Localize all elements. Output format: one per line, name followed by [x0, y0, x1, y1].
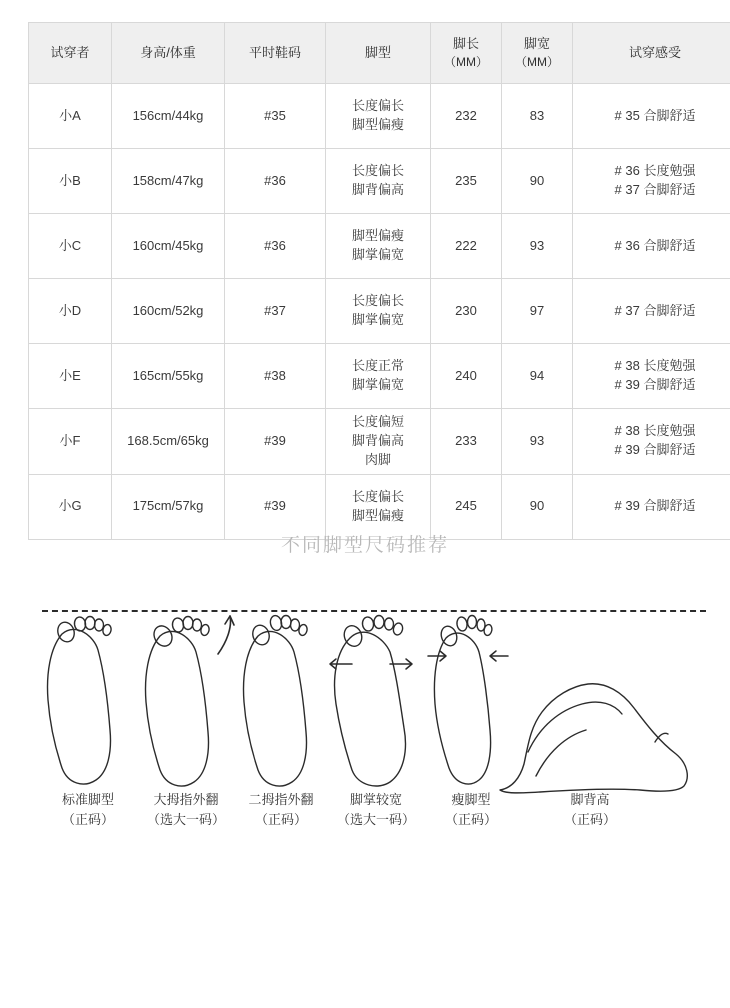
foot-type-line: 脚型偏瘦	[351, 228, 404, 244]
cell-body: 160cm/45kg	[112, 214, 225, 279]
caption-standard-name: 标准脚型	[61, 792, 114, 807]
column-header-foot-width	[502, 23, 573, 84]
column-header-body-label: 身高/体重	[140, 44, 196, 60]
column-header-foot-length-label: 脚长	[452, 35, 479, 51]
table-row	[29, 409, 730, 475]
cell-foot-width: 94	[502, 344, 573, 409]
caption-narrow-advice: （正码）	[444, 812, 497, 828]
column-header-usual-size	[225, 23, 326, 84]
foot-type-line: 长度偏长	[351, 98, 404, 114]
cell-usual-size: #36	[225, 214, 326, 279]
table-row	[29, 149, 730, 214]
fit-table	[28, 22, 730, 540]
feedback-line: # 39 合脚舒适	[614, 498, 696, 514]
column-header-body	[112, 23, 225, 84]
section-title: 不同脚型尺码推荐	[280, 535, 449, 556]
table-row	[29, 214, 730, 279]
cell-usual-size: #37	[225, 279, 326, 344]
column-header-foot-length-unit: （MM）	[444, 54, 488, 69]
column-header-tester-label: 试穿者	[50, 44, 90, 60]
feedback-line: # 38 长度勉强	[614, 423, 696, 439]
foot-second-toe-icon	[244, 615, 309, 786]
caption-second-toe-advice: （正码）	[254, 812, 307, 828]
cell-tester: 小G	[29, 474, 112, 539]
column-header-foot-width-unit: （MM）	[515, 54, 559, 69]
caption-high-instep-advice: （正码）	[563, 812, 616, 828]
feedback-line: # 36 合脚舒适	[614, 237, 696, 253]
cell-foot-width: 93	[502, 214, 573, 279]
table-row	[29, 84, 730, 149]
table-row	[29, 279, 730, 344]
cell-tester: 小C	[29, 214, 112, 279]
feedback-line: # 39 合脚舒适	[614, 377, 696, 392]
cell-feedback	[573, 149, 730, 214]
foot-type-line: 长度偏长	[351, 293, 404, 309]
caption-bunion-name: 大拇指外翻	[153, 792, 219, 807]
foot-bunion-icon	[146, 616, 234, 786]
foot-type-line: 脚背偏高	[351, 432, 404, 448]
foot-type-line: 长度偏长	[351, 488, 404, 504]
feedback-line: # 39 合脚舒适	[614, 442, 696, 458]
foot-type-line: 脚型偏瘦	[351, 117, 404, 132]
cell-foot-type	[326, 279, 431, 344]
cell-foot-length: 245	[431, 474, 502, 539]
foot-shape-captions	[0, 790, 730, 850]
cell-body: 156cm/44kg	[112, 84, 225, 149]
foot-high-instep-icon	[500, 684, 687, 793]
fit-table-head	[29, 23, 730, 84]
foot-wide-icon	[330, 616, 412, 787]
foot-type-line: 长度偏长	[351, 163, 404, 179]
cell-body: 165cm/55kg	[112, 344, 225, 409]
foot-type-line: 长度偏短	[351, 414, 404, 429]
foot-type-line: 脚背偏高	[351, 182, 404, 197]
cell-body: 168.5cm/65kg	[112, 409, 225, 475]
cell-foot-width: 90	[502, 149, 573, 214]
cell-usual-size: #38	[225, 344, 326, 409]
cell-foot-width: 93	[502, 409, 573, 475]
foot-type-line: 脚型偏瘦	[351, 507, 404, 523]
foot-type-line: 脚掌偏宽	[351, 312, 404, 327]
caption-second-toe-name: 二拇指外翻	[248, 792, 314, 807]
cell-usual-size: #39	[225, 474, 326, 539]
cell-feedback	[573, 84, 730, 149]
caption-bunion-advice: （选大一码）	[146, 812, 225, 828]
cell-usual-size: #36	[225, 149, 326, 214]
feedback-line: # 37 合脚舒适	[614, 302, 696, 318]
cell-foot-length: 240	[431, 344, 502, 409]
caption-wide-advice: （选大一码）	[336, 812, 415, 828]
table-row	[29, 344, 730, 409]
cell-tester: 小F	[29, 409, 112, 475]
cell-usual-size: #35	[225, 84, 326, 149]
table-header-row	[29, 23, 730, 84]
cell-foot-length: 222	[431, 214, 502, 279]
cell-foot-width: 97	[502, 279, 573, 344]
cell-feedback	[573, 279, 730, 344]
feedback-line: # 37 合脚舒适	[614, 182, 696, 197]
column-header-foot-length	[431, 23, 502, 84]
cell-body: 158cm/47kg	[112, 149, 225, 214]
feedback-line: # 35 合脚舒适	[614, 107, 696, 123]
fit-table-container	[28, 22, 702, 540]
cell-foot-length: 235	[431, 149, 502, 214]
foot-type-line: 长度正常	[351, 358, 404, 374]
foot-type-line: 脚掌偏宽	[351, 247, 404, 262]
column-header-tester	[29, 23, 112, 84]
column-header-foot-type	[326, 23, 431, 84]
cell-feedback	[573, 214, 730, 279]
column-header-usual-size-label: 平时鞋码	[248, 44, 301, 60]
feedback-line: # 38 长度勉强	[614, 358, 696, 374]
foot-type-line: 脚掌偏宽	[351, 377, 404, 392]
cell-body: 175cm/57kg	[112, 474, 225, 539]
column-header-feedback-label: 试穿感受	[628, 44, 681, 60]
foot-narrow-icon	[428, 616, 508, 785]
column-header-foot-width-label: 脚宽	[523, 35, 550, 51]
caption-high-instep-name: 脚背高	[570, 792, 610, 807]
cell-foot-width: 83	[502, 84, 573, 149]
cell-tester: 小E	[29, 344, 112, 409]
cell-foot-type	[326, 149, 431, 214]
cell-feedback	[573, 344, 730, 409]
cell-foot-type	[326, 84, 431, 149]
caption-narrow-name: 瘦脚型	[451, 792, 491, 807]
cell-foot-type	[326, 344, 431, 409]
column-header-foot-type-label: 脚型	[364, 44, 391, 60]
cell-body: 160cm/52kg	[112, 279, 225, 344]
caption-standard-advice: （正码）	[61, 812, 114, 828]
cell-tester: 小D	[29, 279, 112, 344]
cell-foot-type	[326, 214, 431, 279]
cell-foot-length: 232	[431, 84, 502, 149]
column-header-feedback	[573, 23, 730, 84]
cell-foot-width: 90	[502, 474, 573, 539]
cell-tester: 小B	[29, 149, 112, 214]
cell-usual-size: #39	[225, 409, 326, 475]
cell-foot-type	[326, 409, 431, 475]
foot-standard-icon	[48, 616, 113, 784]
caption-wide-name: 脚掌较宽	[349, 792, 402, 807]
feedback-line: # 36 长度勉强	[614, 163, 696, 179]
cell-foot-length: 230	[431, 279, 502, 344]
caption-high-instep	[530, 790, 650, 830]
cell-foot-length: 233	[431, 409, 502, 475]
fit-table-body	[29, 84, 730, 540]
cell-feedback	[573, 409, 730, 475]
caption-narrow	[411, 790, 531, 830]
cell-tester: 小A	[29, 84, 112, 149]
foot-type-line: 肉脚	[364, 451, 391, 467]
